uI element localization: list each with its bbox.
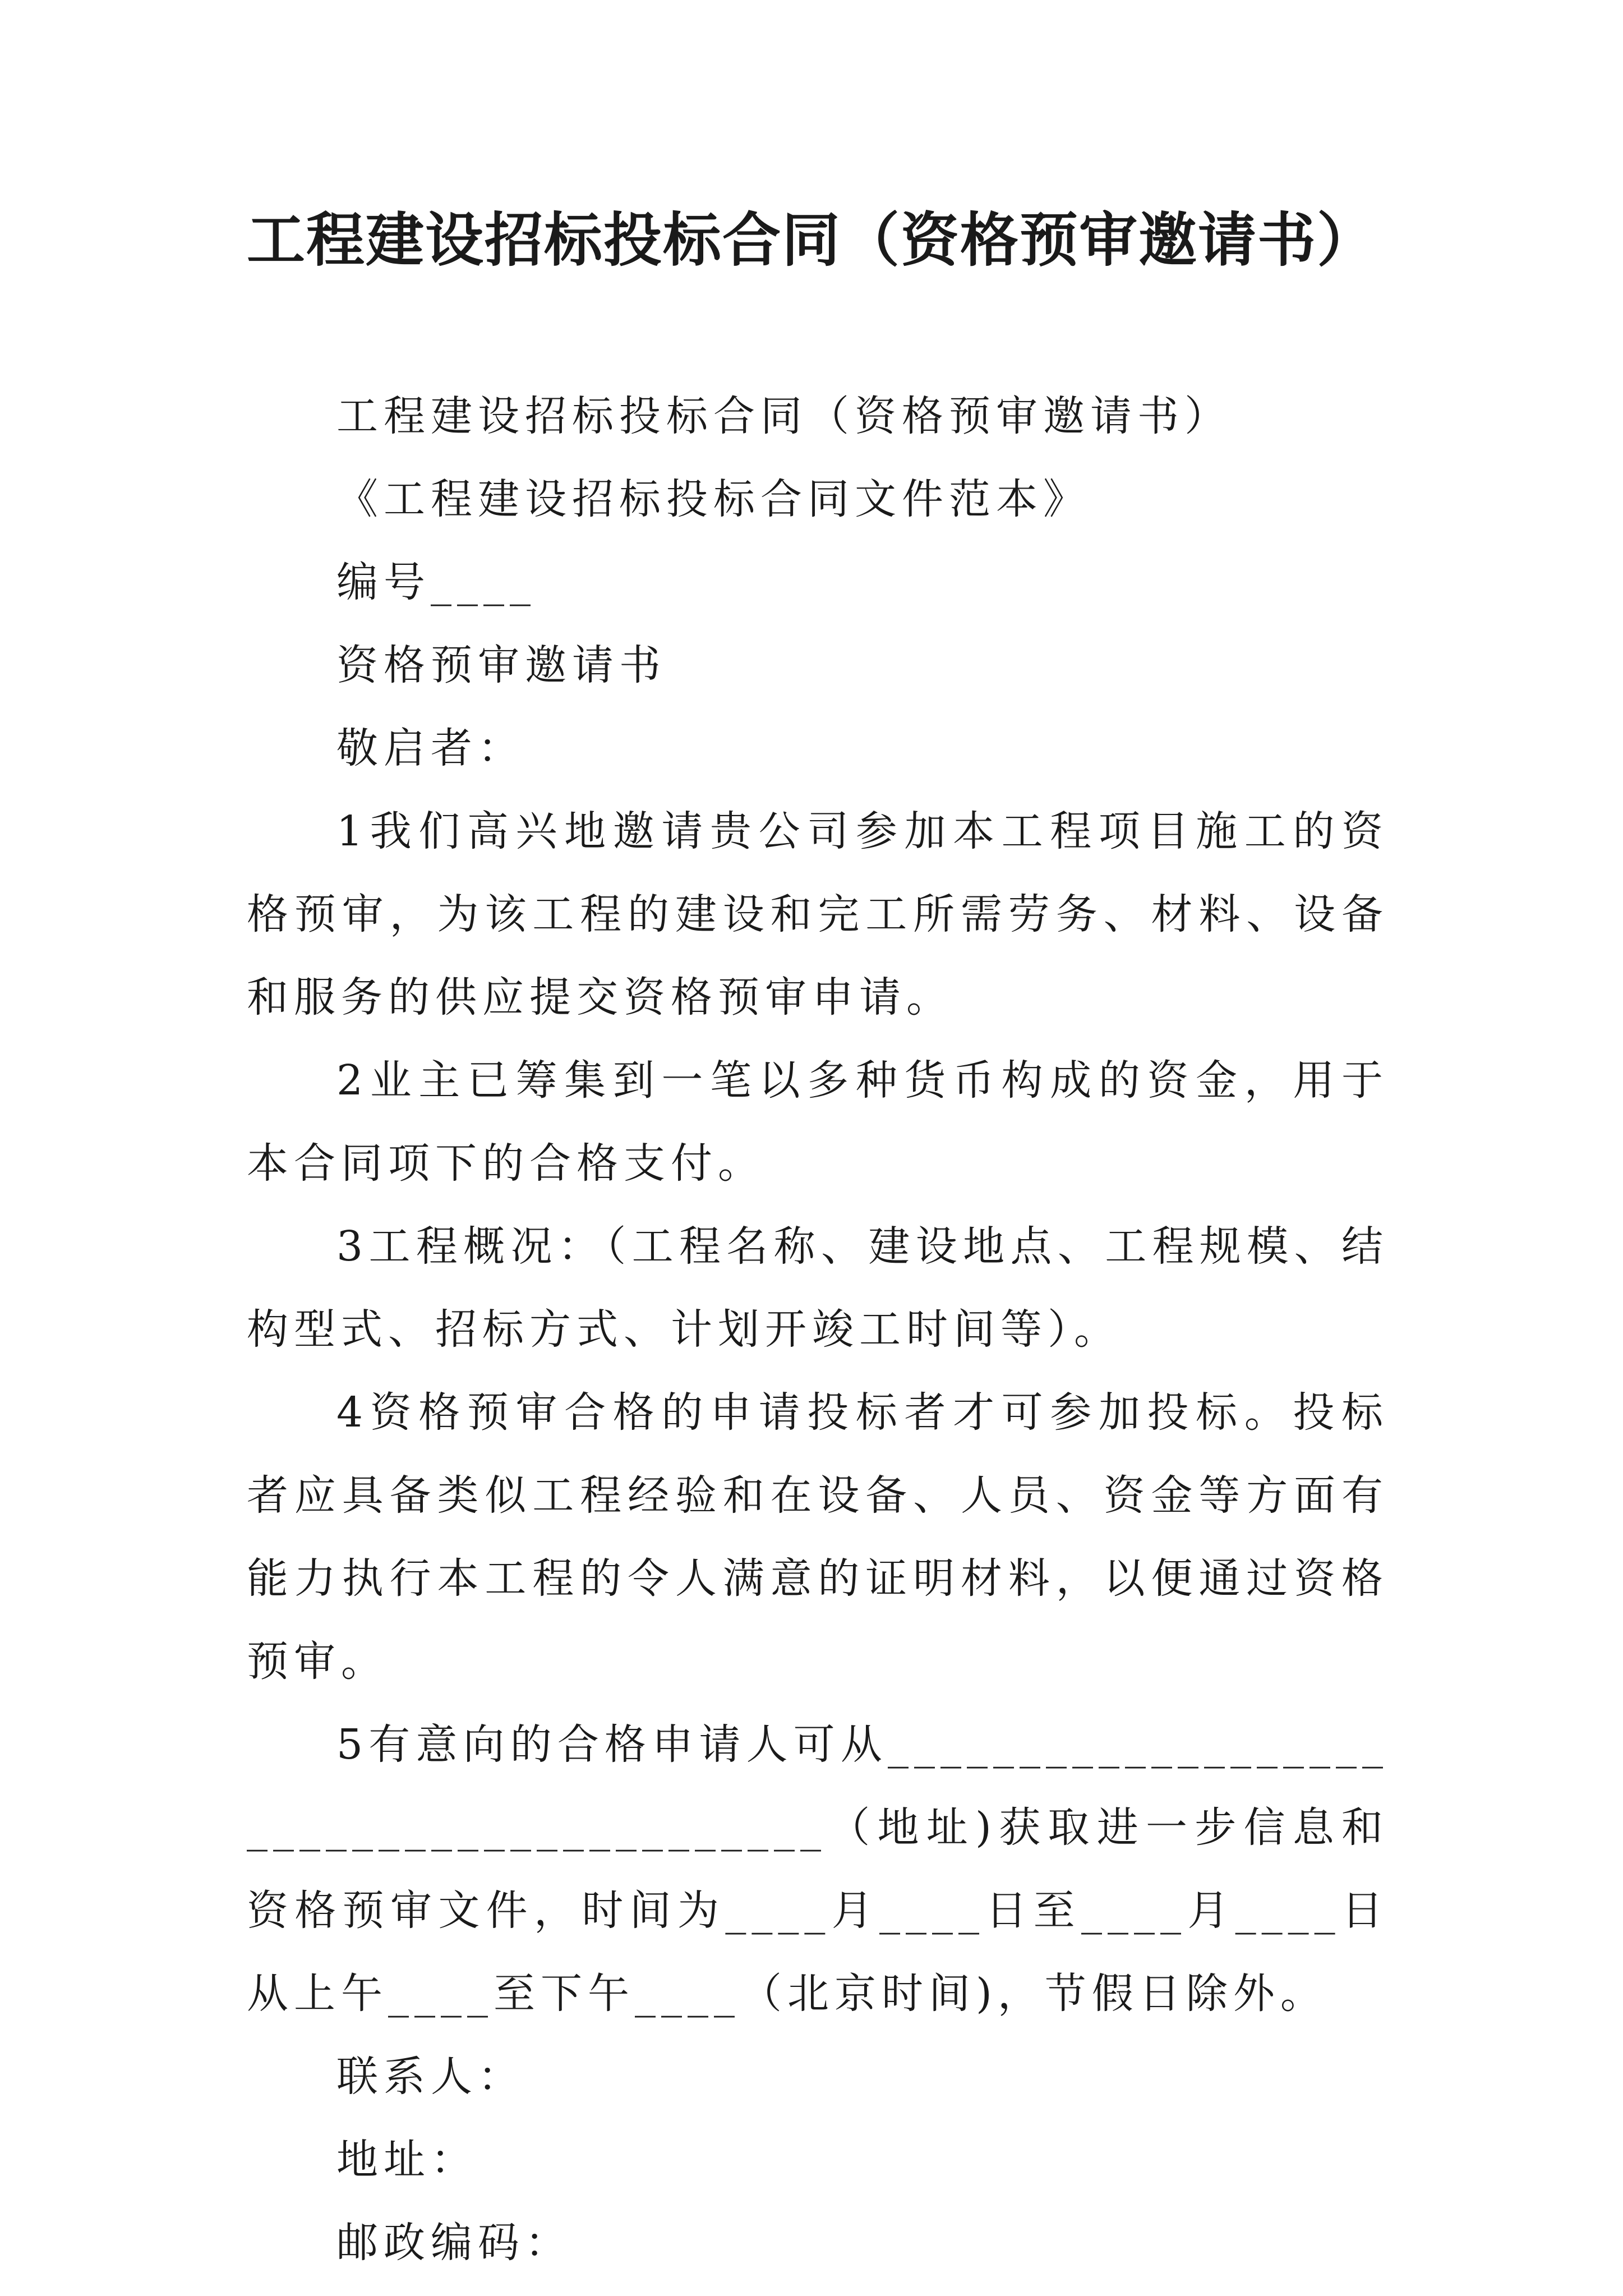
paragraph-3: 3工程概况：（工程名称、建设地点、工程规模、结构型式、招标方式、计划开竣工时间等）。 [247, 1222, 1389, 1354]
serial-number-line: 编号____ [336, 558, 536, 606]
document-title: 工程建设招标投标合同（资格预审邀请书） [246, 205, 1376, 274]
salutation: 敬启者： [336, 724, 525, 772]
contact-person-field: 联系人： [336, 2053, 525, 2101]
paragraph-1: 1我们高兴地邀请贵公司参加本工程项目施工的资格预审，为该工程的建设和完工所需劳务、材料、设备和服务的供应提交资格预审申请。 [247, 807, 1389, 1022]
postal-code-field: 邮政编码： [336, 2219, 572, 2267]
paragraph-5: 5有意向的合格申请人可从_________________________________________（地址)获取进一步信息和资格预审文件，时间为____月____日至____月____日从上午____至下午____（北京时间)，节假日除外。 [247, 1720, 1389, 2018]
section-heading: 资格预审邀请书 [336, 641, 666, 689]
address-field: 地址： [336, 2136, 478, 2184]
document-body [247, 375, 1389, 2284]
template-name-line: 《工程建设招标投标合同文件范本》 [336, 475, 1090, 523]
subtitle-line: 工程建设招标投标合同（资格预审邀请书） [336, 392, 1232, 440]
paragraph-2: 2业主已筹集到一笔以多种货币构成的资金，用于本合同项下的合格支付。 [247, 1056, 1389, 1188]
paragraph-4: 4资格预审合格的申请投标者才可参加投标。投标者应具备类似工程经验和在设备、人员、资金等方面有能力执行本工程的令人满意的证明材料，以便通过资格预审。 [247, 1388, 1389, 1686]
